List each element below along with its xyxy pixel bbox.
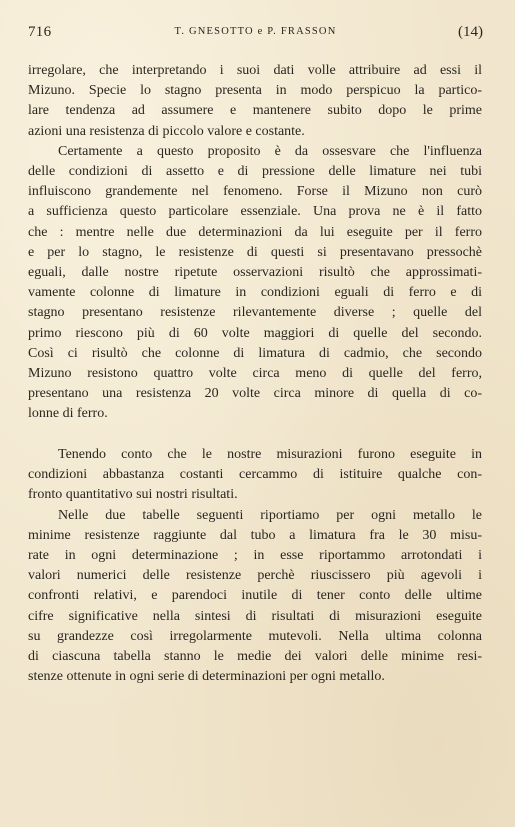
text-line: delle condizioni di assetto e di pressione delle limature nei tubi (28, 164, 482, 180)
text-line: valori numerici delle resistenze perchè riuscissero più agevoli i (28, 568, 482, 584)
section-number: (14) (458, 24, 483, 40)
paragraph (28, 445, 482, 506)
text-line: cifre significative nella sintesi di risultati di misurazioni eseguite (28, 608, 482, 624)
paragraph (28, 61, 482, 142)
text-line: Nelle due tabelle seguenti riportiamo per ogni metallo le (58, 507, 482, 523)
paragraph (28, 142, 482, 425)
running-head-authors: T. GNESOTTO e P. FRASSON (174, 26, 337, 37)
text-line: stagno presentano resistenze rilevantemente diverse ; quelle del (28, 305, 482, 321)
text-line: Mizuno. Specie lo stagno presenta in modo perspicuo la partico- (28, 83, 482, 99)
text-line: Certamente a questo proposito è da ossesvare che l'influenza (58, 143, 482, 159)
text-line: a sufficienza questo particolare essenziale. Una prova ne è il fatto (28, 204, 482, 220)
text-line: vamente colonne di limature in condizioni eguali di ferro e di (28, 285, 482, 301)
text-line: eguali, dalle nostre ripetute osservazioni risultò che approssimati- (28, 265, 482, 281)
text-line: Così ci risultò che colonne di limatura di cadmio, che secondo (28, 345, 482, 361)
text-line: e per lo stagno, le resistenze di questi si presentavano pressochè (28, 244, 482, 260)
text-line: minime resistenze raggiunte dal tubo a limatura fra le 30 misu- (28, 527, 482, 543)
text-line: stenze ottenute in ogni serie di determinazioni per ogni metallo. (28, 669, 385, 685)
text-line: fronto quantitativo sui nostri risultati. (28, 487, 238, 503)
text-line: presentano una resistenza 20 volte circa minore di quella di co- (28, 386, 482, 402)
text-line: confronti relativi, e parendoci inutile di tener conto delle ultime (28, 588, 482, 604)
text-line: irregolare, che interpretando i suoi dati volle attribuire ad essi il (28, 63, 482, 78)
text-line: lonne di ferro. (28, 406, 108, 422)
text-line: azioni una resistenza di piccolo valore e costante. (28, 123, 305, 139)
page-number: 716 (28, 24, 52, 40)
text-line: influiscono grandemente nel fenomeno. Forse il Mizuno non curò (28, 184, 482, 200)
paragraph (28, 506, 482, 688)
text-line: rate in ogni determinazione ; in esse riportammo arrotondati i (28, 548, 482, 564)
page-header (28, 24, 483, 44)
text-line: lare tendenza ad assumere e mantenere subito dopo le prime (28, 103, 482, 119)
text-line: condizioni abbastanza costanti cercammo di istituire qualche con- (28, 467, 482, 483)
text-line: Mizuno resistono quattro volte circa meno di quelle del ferro, (28, 366, 482, 382)
text-line: di ciascuna tabella stanno le medie dei valori delle minime resi- (28, 649, 482, 665)
text-block-upper (28, 61, 482, 425)
text-line: che : mentre nelle due determinazioni da lui eseguite per il ferro (28, 224, 482, 240)
text-line: su grandezze così irregolarmente mutevoli. Nella ultima colonna (28, 628, 482, 644)
text-block-lower (28, 445, 482, 687)
text-line: primo riescono più di 60 volte maggiori di quelle del secondo. (28, 325, 482, 341)
text-line: Tenendo conto che le nostre misurazioni furono eseguite in (58, 447, 482, 462)
